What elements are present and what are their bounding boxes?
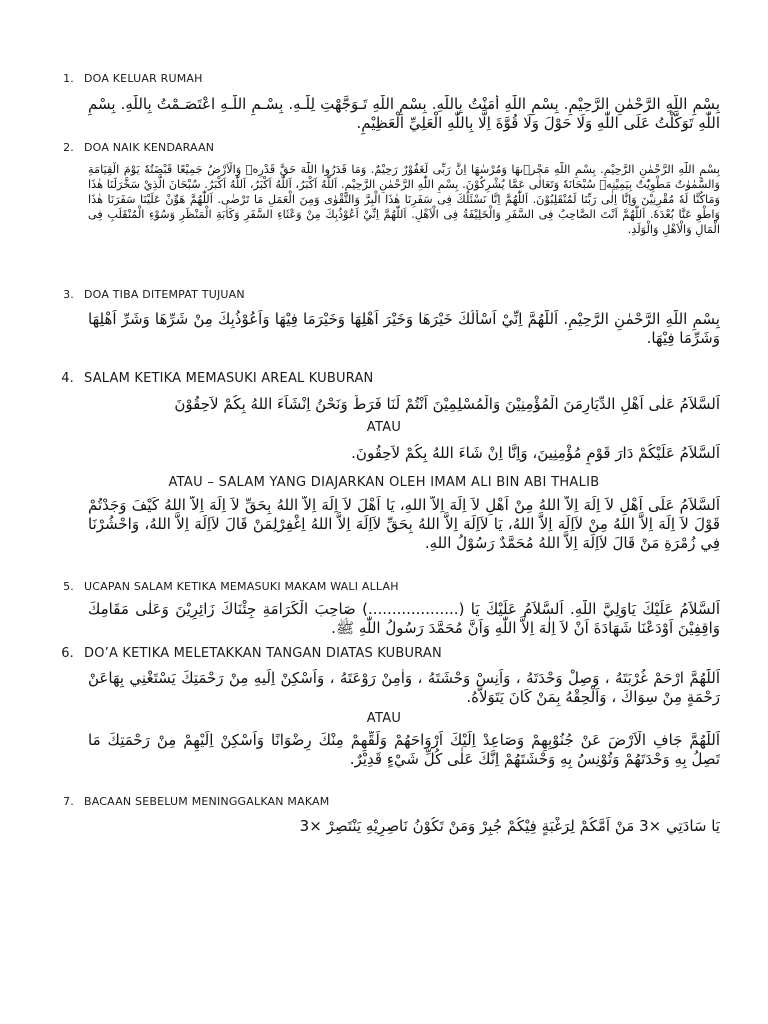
section-4-atau-2: ATAU – SALAM YANG DIAJARKAN OLEH IMAM ALI BIN ABI THALIB — [168, 475, 600, 490]
section-2-title: DOA NAIK KENDARAAN — [84, 141, 215, 154]
section-6-heading — [52, 646, 442, 661]
section-2-arabic-text: بِسْمِ اللّٰهِ الرَّحْمٰنِ الرَّحِيْمِ. بِسْمِ اللّٰهِ مَجْرٖىهَا وَمُرْسٰهَا اِنَّ رَبِّى لَغَفُوْرٌ رَحِيْمٌ. وَمَا قَدَرُوا اللّٰهَ حَقَّ قَدْرِهٖ وَالْاَرْضُ جَمِيْعًا قَبْضَتُهٗ يَوْمَ الْقِيَامَةِ وَالسَّمٰوٰتُ مَطْوِيّٰتٌ بِيَمِيْنِهٖ سُبْحَانَهٗ وَتَعَالٰى عَمَّا يُشْرِكُوْنَ. بِسْمِ اللّٰهِ الرَّحْمٰنِ الرَّحِيْمِ. اَللّٰهُ اَكْبَرُ، اَللّٰهُ اَكْبَرُ، اَللّٰهُ اَكْبَرُ. سُبْحَانَ الَّذِيْ سَخَّرَلَنَا هٰذَا وَمَاكُنَّا لَهٗ مُقْرِنِيْنَ وَاِنَّا اِلٰى رَبِّنَا لَمُنْقَلِبُوْنَ. اَللّٰهُمَّ اِنَّا نَسْئَلُكَ فِى سَفَرِنَا هٰذَا الْبِرَّ وَالتَّقْوٰى وَمِنَ الْعَمَلِ مَا تَرْضٰى. اَللّٰهُمَّ هَوِّنْ عَلَيْنَا سَفَرَنَا هٰذَا وَاطْوِ عَنَّا بُعْدَهٗ. اَللّٰهُمَّ اَنْتَ الصَّاحِبُ فِى السَّفَرِ وَالْخَلِيْفَةُ فِى الْاَهْلِ. اَللّٰهُمَّ اِنِّيْ اَعُوْذُبِكَ مِنْ وَعْثَاءِ السَّفَرِ وَكَاٰبَةِ الْمَنْظَرِ وَسُوْءِ الْمُنْقَلَبِ فِى الْمَالِ وَالْاَهْلِ وَالْوَلَدِ. — [88, 163, 720, 236]
section-5-arabic-text: اَلسَّلاَمُ عَلَيْكَ يَاوَلِيَّ اللّٰهِ. اَلسَّلاَمُ عَلَيْكَ يَا (...................) صَاحِبَ الْكَرَامَةِ جِئْنَاكَ زَائِرِيْنَ وَعَلٰى مَقَامِكَ وَاقِفِيْنَ اَوْدَعْنَا شَهَادَةَ اَنْ لاَ اِلٰهَ اِلاَّ اللّٰهِ وَاَنَّ مُحَمَّدَ رَسُولُ اللّٰهِ ﷺ. — [88, 600, 720, 637]
section-1-heading — [52, 72, 203, 85]
section-4-arabic-text-2: اَلسَّلاَمُ عَلَيْكُمْ دَارَ قَوْمٍ مُؤْمِنِينَ، وَاِنَّا اِنْ شَاءَ اللهُ بِكُمْ لاَحِقُونَ. — [351, 444, 720, 462]
section-3-heading — [52, 288, 245, 301]
section-2-heading — [52, 141, 214, 154]
section-7-arabic-text: يَا سَادَتِي ×3 مَنْ اَمَّكُمْ لِرَغْبَةٍ فِيْكُمْ جُبِرْ وَمَنْ تَكُوْنُ نَاصِرِيْهِ يَنْتَصِرْ ×3 — [299, 817, 720, 835]
section-1-title: DOA KELUAR RUMAH — [84, 72, 203, 85]
section-1-arabic-text: بِسْمِ اللَّهِ الرَّحْمٰنِ الرَّحِيْمِ. بِسْمِ اللّٰهِ أَمَنْتُ بِاللّٰهِ. بِسْمِ اللّٰهِ تَـوَجَّهْتِ لِلّٰـهِ. بِسْـمِ اللّٰـهِ اعْتَصَـمْتُ بِاللّٰهِ. بِسْمِ اللّٰهِ تَوَكَّلْتُ عَلَى اللّٰهِ وَلَا حَوْلَ وَلَا قُوَّةَ اِلَّا بِاللّٰهِ الْعَلِيِّ الْعَظِيْمِ. — [88, 95, 720, 132]
section-6-atau: ATAU — [366, 711, 402, 726]
section-3-number: 3. — [63, 288, 74, 301]
section-6-arabic-text-1: اَللّٰهُمَّ ارْحَمْ غُرْبَتَهُ ، وَصِلْ وَحْدَتَهُ ، وَاَنِسْ وَحْشَتَهُ ، وَاٰمِنْ رَوْعَتَهُ ، وَاَسْكِنْ اِلَيهِ مِنْ رَحْمَتِكَ يَسْتَغْنِي بِهَاعَنْ رَحْمَةٍ مِنْ سِوَاكَ ، وَاَلْحِقْهُ بِمَنْ كَانَ يَتَوَلاَّهُ. — [88, 669, 720, 706]
section-4-number: 4. — [61, 371, 74, 386]
section-6-number: 6. — [61, 646, 74, 661]
section-4-atau-1: ATAU — [366, 420, 402, 435]
section-1-number: 1. — [63, 72, 74, 85]
section-3-arabic-text: بِسْمِ اللّٰهِ الرَّحْمٰنِ الرَّحِيْمِ. اَللّٰهُمَّ اِنِّيْ اَسْأَلُكَ خَيْرَهَا وَخَيْرَ اَهْلِهَا وَخَيْرَمَا فِيْهَا وَاَعُوْذُبِكَ مِنْ شَرِّهَا وَشَرِّ اَهْلِهَا وَشَرِّمَا فِيْهَا. — [88, 310, 720, 347]
section-5-number: 5. — [63, 580, 74, 593]
section-6-title: DO’A KETIKA MELETAKKAN TANGAN DIATAS KUBURAN — [84, 646, 442, 661]
section-5-heading — [52, 580, 399, 593]
section-7-heading — [52, 795, 329, 808]
section-3-title: DOA TIBA DITEMPAT TUJUAN — [84, 288, 245, 301]
section-4-heading — [52, 371, 373, 386]
section-5-title: UCAPAN SALAM KETIKA MEMASUKI MAKAM WALI ALLAH — [84, 580, 399, 593]
section-2-number: 2. — [63, 141, 74, 154]
section-4-arabic-text-3: اَلسَّلاَمُ عَلَى اَهْلِ لاَ اِلَهَ اِلاَّ اللهُ مِنْ اَهْلِ لاَ اِلَهَ اِلاَّ اللهِ، يَا اَهْلَ لاَ اِلَهَ اِلاَّ اللهُ بِحَقِّ لاَ اِلَهَ اِلاَّ اللهُ كَيْفَ وَجَدْتُمْ قَوْلَ لاَ اِلَهَ اِلاَّ اللهُ مِنْ لاَاِلَهَ اِلاَّ اللهُ، يَا لاَاِلَهَ اِلاَّ اللهُ بِحَقِّ لاَاِلَهَ اِلاَّ اللهُ اِغْفِرْلِمَنْ قَالَ لاَاِلَهَ اِلاَّ اللهُ، وَاحْشُرْنَا فِي زُمْرَةِ مَنْ قَالَ لاَاِلَهَ اِلاَّ اللهُ مُحَمَّدٌ رَسُوْلُ اللهِ. — [88, 496, 720, 552]
section-4-title: SALAM KETIKA MEMASUKI AREAL KUBURAN — [84, 371, 374, 386]
section-7-number: 7. — [63, 795, 74, 808]
section-6-arabic-text-2: اَللّٰهُمَّ جَافِ الْاَرْضَ عَنْ جُنُوْبِهِمْ وَصَاعِدْ اِلَيْكَ اَرْوَاحَهُمْ وَلَقِّهِمْ مِنْكَ رِضْوَانًا وَاَسْكِنْ اِلَيْهِمْ مِنْ رَحْمَتِكَ مَا تَصِلُ بِهِ وَحْدَتَهُمْ وَتُوْنِسُ بِهِ وَحْشَتَهُمْ اِنَّكَ عَلٰى كُلِّ شَيْءٍ قَدِيْرٌ. — [88, 731, 720, 768]
section-7-title: BACAAN SEBELUM MENINGGALKAN MAKAM — [84, 795, 330, 808]
section-4-arabic-text-1: اَلسَّلاَمُ عَلٰى اَهْلِ الدِّيَارِمَنَ الْمُؤْمِنِيْنَ وَالْمُسْلِمِيْنَ اَنْتُمْ لَنَا فَرَطٌ وَنَحْنُ اِنْشَاَءَ اللهُ بِكُمْ لاَحِقُوْنَ — [174, 395, 720, 413]
